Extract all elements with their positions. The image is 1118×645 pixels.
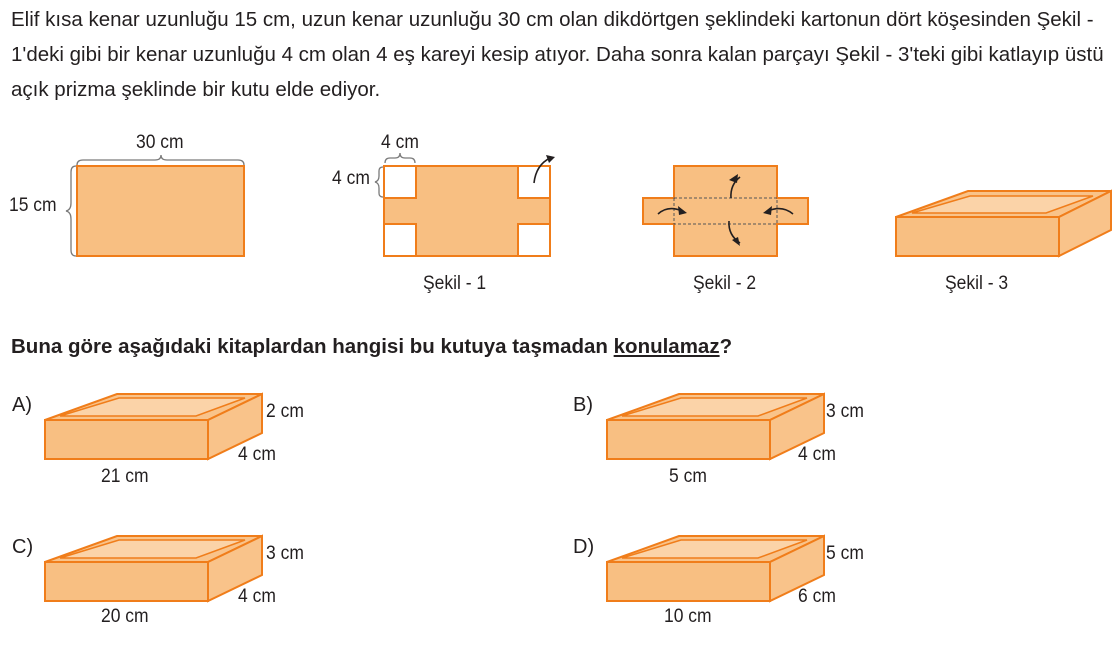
figure2-caption: Şekil - 2 <box>693 273 757 294</box>
option-a-letter[interactable]: A) <box>12 394 32 416</box>
option-c-width: 4 cm <box>238 586 276 607</box>
option-a-height: 2 cm <box>266 401 304 422</box>
option-d-letter[interactable]: D) <box>573 536 595 558</box>
cut-cardboard <box>384 166 550 256</box>
option-d-width: 6 cm <box>798 586 836 607</box>
option-b-length: 5 cm <box>669 466 707 487</box>
figure1-caption: Şekil - 1 <box>423 273 487 294</box>
length-label: 30 cm <box>136 132 184 153</box>
emphasized-word: konulamaz <box>613 335 720 358</box>
folding-net <box>643 166 808 256</box>
square-side-brace <box>375 167 383 197</box>
figure3-caption: Şekil - 3 <box>945 273 1009 294</box>
box-option-b <box>607 394 824 459</box>
side-brace <box>66 166 76 256</box>
box-option-d <box>607 536 824 601</box>
question-text: Buna göre aşağıdaki kitaplardan hangisi bu kutuya taşmadan konulamaz? <box>11 335 733 358</box>
square-top-brace <box>385 153 415 163</box>
option-a-width: 4 cm <box>238 444 276 465</box>
cut-square-top-label: 4 cm <box>381 132 419 153</box>
option-a-length: 21 cm <box>101 466 149 487</box>
cut-square-side-label: 4 cm <box>332 168 370 189</box>
problem-statement: Elif kısa kenar uzunluğu 15 cm, uzun kenar uzunluğu 30 cm olan dikdörtgen şeklindeki kartonun dört köşesinden Şekil - 1'deki gibi bir kenar uzunluğu 4 cm olan 4 eş kareyi kesip atıyor. Daha sonra kalan parçayı Şekil - 3'teki gibi katlayıp üstü açık prizma şeklinde bir kutu elde ediyor. <box>11 8 1104 101</box>
width-label: 15 cm <box>9 195 57 216</box>
box-option-c <box>45 536 262 601</box>
top-brace <box>77 155 244 165</box>
option-d-height: 5 cm <box>826 543 864 564</box>
option-b-height: 3 cm <box>826 401 864 422</box>
option-c-letter[interactable]: C) <box>12 536 34 558</box>
box-option-a <box>45 394 262 459</box>
option-c-length: 20 cm <box>101 606 149 627</box>
option-c-height: 3 cm <box>266 543 304 564</box>
option-d-length: 10 cm <box>664 606 712 627</box>
option-b-width: 4 cm <box>798 444 836 465</box>
cardboard-rectangle <box>77 166 244 256</box>
option-b-letter[interactable]: B) <box>573 394 593 416</box>
open-box <box>896 191 1111 256</box>
